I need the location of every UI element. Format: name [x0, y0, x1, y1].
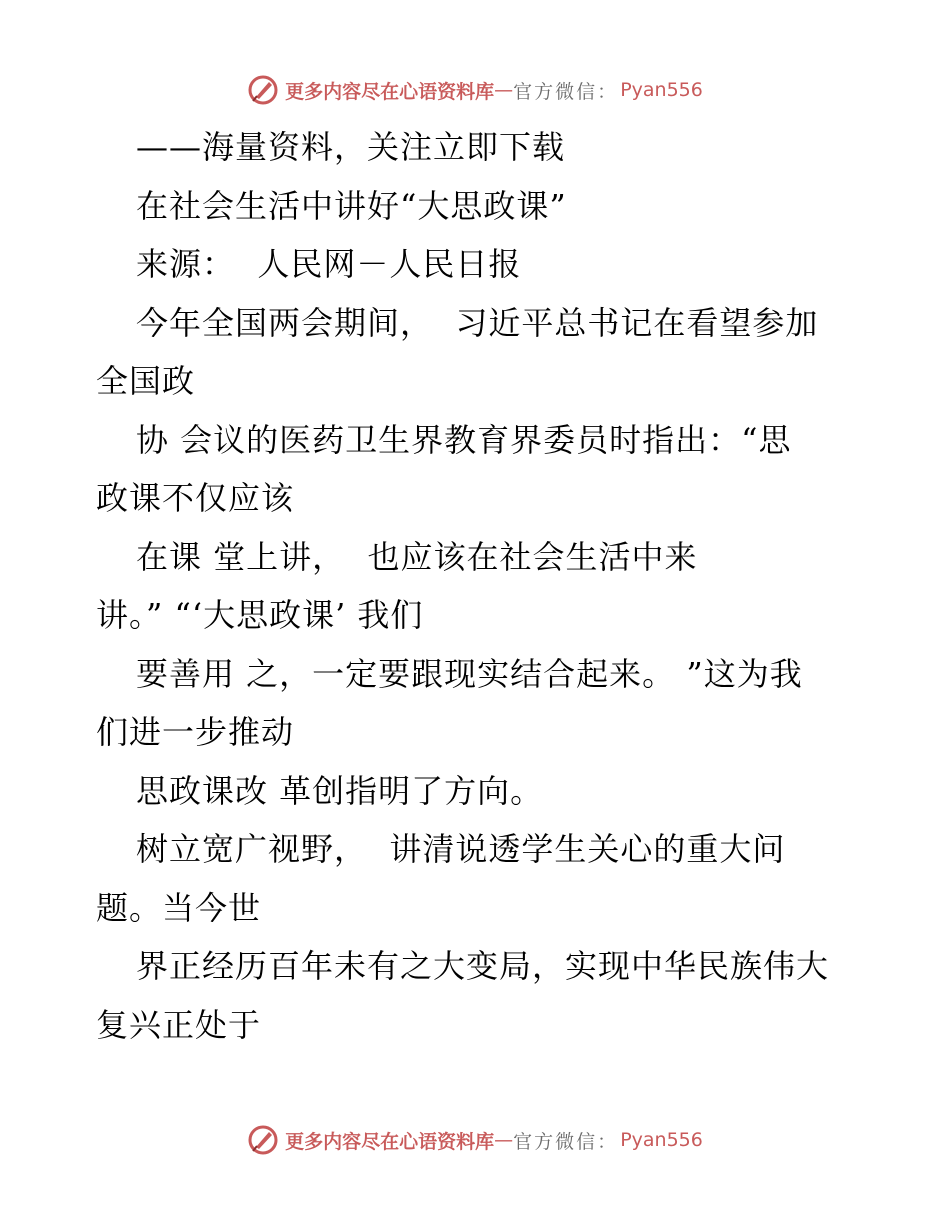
header-banner [0, 70, 950, 110]
text-line: 协 会议的医药卫生界教育界委员时指出：“思 [136, 420, 792, 459]
text-line: 树立宽广视野， 讲清说透学生关心的重大问 [136, 830, 786, 868]
banner-separator: — [494, 79, 514, 101]
text-line: 来源： 人民网－人民日报 [136, 245, 522, 283]
text-line: ——海量资料，关注立即下载 [136, 128, 566, 166]
quill-pen-logo-icon [247, 1124, 279, 1156]
footer-wechat-id: Pyan556 [620, 1129, 703, 1151]
text-line: 要善用 之，一定要跟现实结合起来。 ”这为我 [136, 654, 803, 693]
quill-pen-logo-icon [247, 74, 279, 106]
text-line: 讲。” “‘大思政课’ 我们 [96, 596, 424, 634]
footer-separator: — [494, 1129, 514, 1151]
footer-brand-text: 更多内容尽在心语资料库 [285, 1130, 495, 1153]
text-line: 题。当今世 [96, 888, 262, 927]
text-line: 们进一步推动 [96, 713, 295, 751]
text-line: 在社会生活中讲好“大思政课” [136, 186, 567, 225]
text-line: 思政课改 革创指明了方向。 [136, 771, 544, 810]
text-line: 今年全国两会期间， 习近平总书记在看望参加 [136, 303, 819, 342]
text-line: 全国政 [96, 362, 196, 400]
document-body [96, 118, 876, 1054]
banner-official-text: 官方微信： [513, 80, 619, 103]
banner-brand-text: 更多内容尽在心语资料库 [285, 80, 495, 103]
footer-banner [0, 1120, 950, 1160]
text-line: 在课 堂上讲， 也应该在社会生活中来 [136, 537, 698, 576]
footer-official-text: 官方微信： [513, 1130, 619, 1153]
banner-wechat-id: Pyan556 [620, 79, 703, 101]
text-line: 复兴正处于 [96, 1005, 262, 1044]
text-line: 政课不仅应该 [96, 479, 295, 517]
text-line: 界正经历百年未有之大变局，实现中华民族伟大 [136, 947, 830, 985]
